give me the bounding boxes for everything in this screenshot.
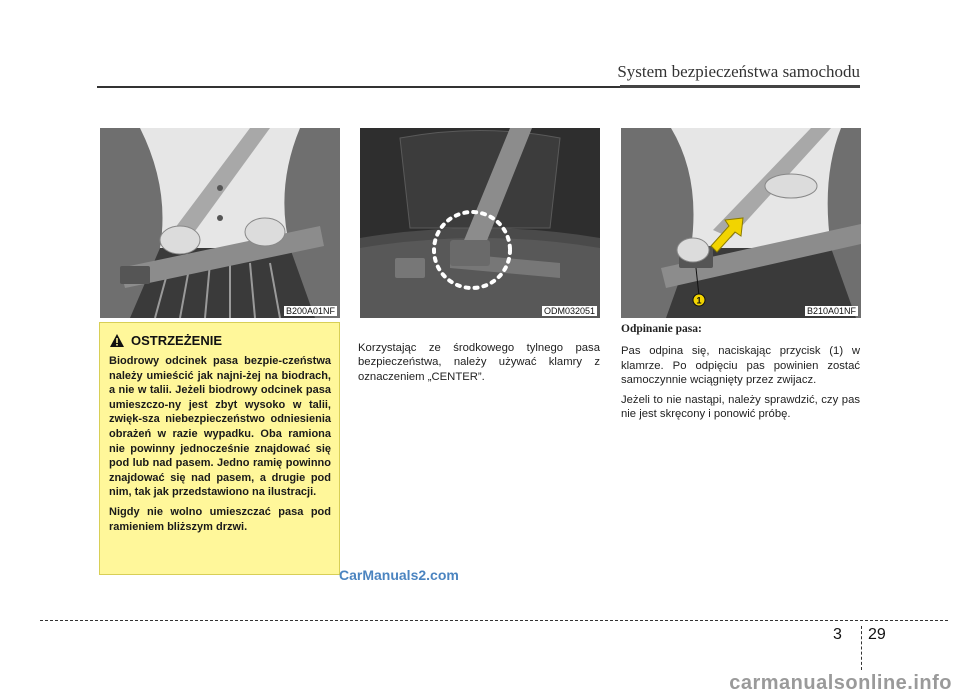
warning-header <box>109 333 331 348</box>
figure-code: B200A01NF <box>285 306 335 316</box>
center-buckle-text <box>358 341 600 384</box>
figure-code: B210A01NF <box>806 306 856 316</box>
warning-triangle-icon <box>109 333 125 348</box>
unbuckling-illustration <box>621 128 861 318</box>
figure-unbuckling <box>621 128 861 318</box>
warning-box <box>99 322 340 575</box>
figure-center-buckle <box>360 128 600 318</box>
watermark-footer: carmanualsonline.info <box>729 672 952 694</box>
figure-lap-belt <box>100 128 340 318</box>
footer-divider <box>861 626 862 670</box>
chapter-number: 3 <box>833 626 842 643</box>
page-number: 29 <box>868 626 886 643</box>
center-buckle-paragraph: Korzystając ze środkowego tylnego pasa bezpieczeństwa, należy używać klamry z oznaczeniem „CENTER”. <box>358 342 600 383</box>
watermark-link[interactable]: CarManuals2.com <box>339 567 459 583</box>
unbuckling-paragraph: Jeżeli to nie nastąpi, należy sprawdzić, czy pas nie jest skręcony i ponowić próbę. <box>621 394 860 421</box>
header-rule-accent <box>620 85 860 88</box>
callout-number: 1 <box>696 295 702 306</box>
unbuckling-subhead: Odpinanie pasa: <box>621 323 702 335</box>
page-header-title: System bezpieczeństwa samochodu <box>617 62 860 81</box>
lap-belt-illustration <box>100 128 340 318</box>
center-buckle-illustration <box>360 128 600 318</box>
unbuckling-text <box>621 323 860 428</box>
footer-rule <box>40 620 948 621</box>
warning-paragraph: Biodrowy odcinek pasa bezpie-czeństwa należy umieścić jak najni-żej na biodrach, a nie w talii. Jeżeli biodrowy odcinek pasa umieszczo-ny jest zbyt wysoko w talii, zwięk-sza niebezpieczeństwo odniesienia obrażeń w razie wypadku. Oba ramiona nie powinny jednocześnie znajdować się pod lub nad pasem. Jedno ramię powinno znajdować się nad pasem, a drugie pod nim, tak jak przedstawiono na ilustracji. <box>109 355 331 499</box>
warning-paragraph: Nigdy nie wolno umieszczać pasa pod ramieniem bliższym drzwi. <box>109 505 331 533</box>
figure-code: ODM032051 <box>543 306 595 316</box>
unbuckling-paragraph: Pas odpina się, naciskając przycisk (1) w klamrze. Po odpięciu pas powinien zostać samoczynnie wciągnięty przez zwijacz. <box>621 345 860 386</box>
warning-title: OSTRZEŻENIE <box>131 333 223 348</box>
